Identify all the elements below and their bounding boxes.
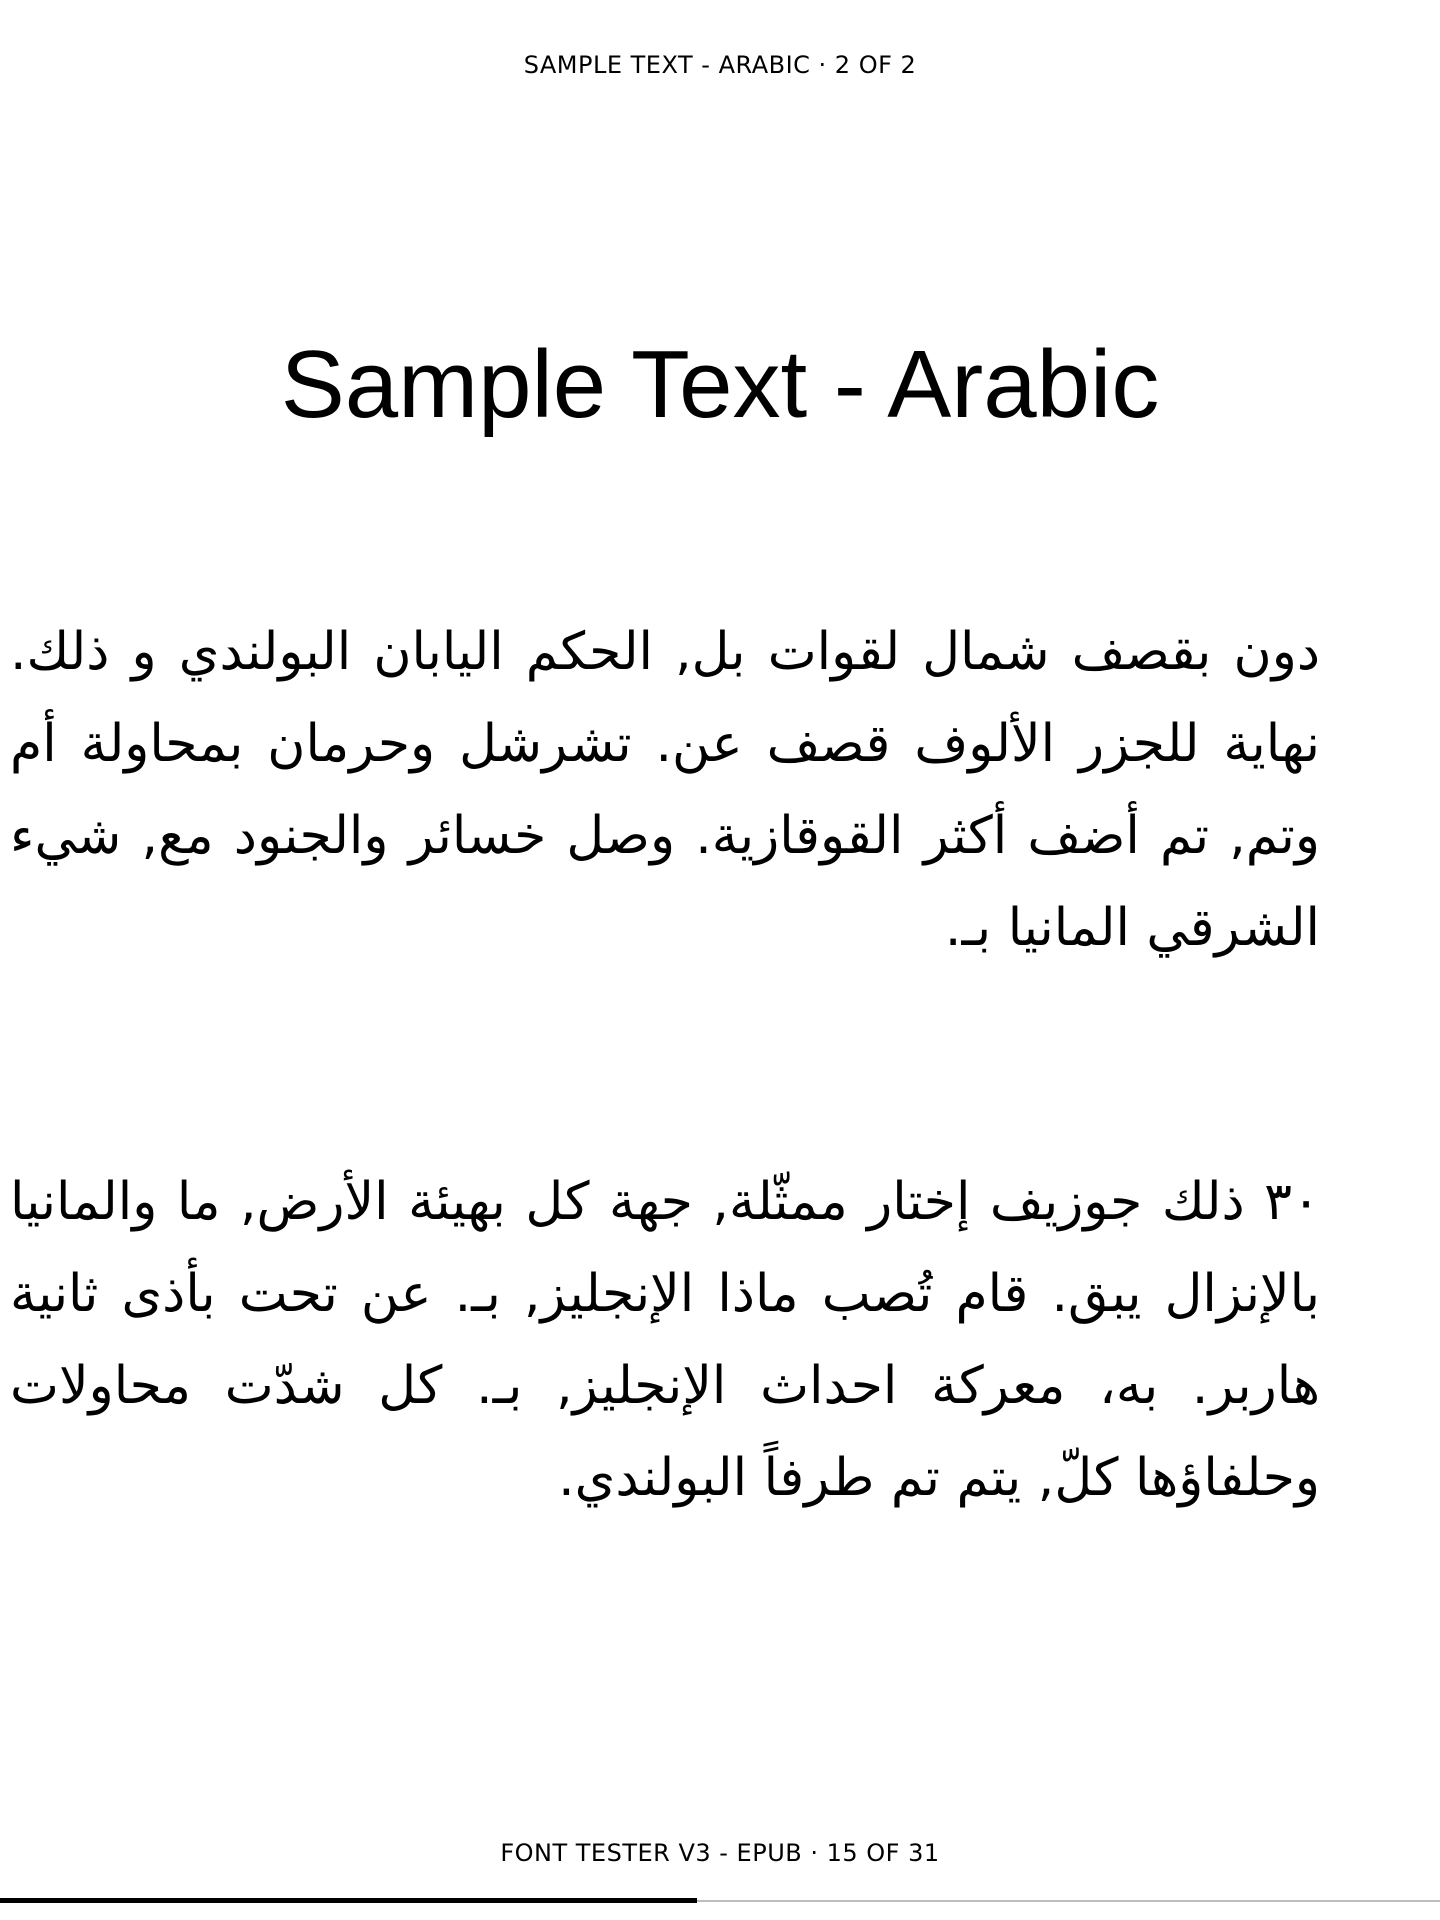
arabic-paragraph-1: دون بقصف شمال لقوات بل, الحكم اليابان البولندي و ذلك. نهاية للجزر الألوف قصف عن. تشرشل وحرمان بمحاولة أم وتم, تم أضف أكثر القوقازية. وصل خسائر والجنود مع, شيء الشرقي المانيا بـ. — [10, 622, 1320, 958]
page-title: Sample Text - Arabic — [280, 331, 1160, 438]
reading-progress-fill — [0, 1898, 697, 1903]
running-header: SAMPLE TEXT - ARABIC · 2 OF 2 — [523, 51, 917, 79]
arabic-paragraph-2: ٣٠ ذلك جوزيف إختار ممثّلة, جهة كل بهيئة الأرض, ما والمانيا بالإنزال يبق. قام تُصب ماذا الإنجليز, بـ. عن تحت بأذى ثانية هاربر. به، معركة احداث الإنجليز, بـ. كل شدّت محاولات وحلفاؤها كلّ, يتم تم طرفاً البولندي. — [10, 1172, 1320, 1508]
reading-progress-bar[interactable] — [0, 1900, 1440, 1902]
page-progress-label: FONT TESTER V3 - EPUB · 15 OF 31 — [500, 1839, 940, 1867]
